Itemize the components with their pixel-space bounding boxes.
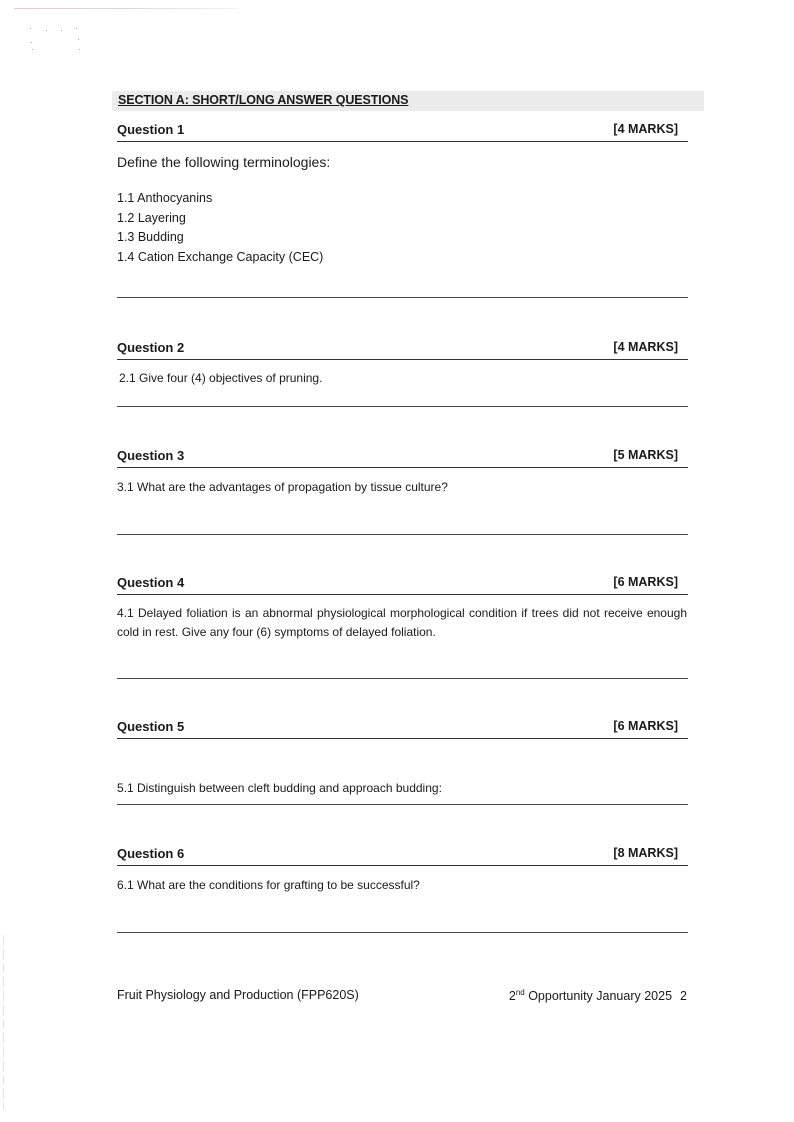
question-title: Question 1 bbox=[117, 122, 185, 137]
list-item: 1.1 Anthocyanins bbox=[117, 191, 213, 205]
question-marks: [6 MARKS] bbox=[613, 719, 678, 733]
list-item: 1.4 Cation Exchange Capacity (CEC) bbox=[117, 249, 324, 264]
question-marks: [4 MARKS] bbox=[613, 122, 678, 136]
opportunity-suffix: nd bbox=[515, 988, 525, 997]
question-4-text: 4.1 Delayed foliation is an abnormal physiological morphological condition if trees did not receive enough cold in rest. Give any four (6) symptoms of delayed foliation. bbox=[117, 606, 687, 639]
divider bbox=[117, 406, 688, 407]
scan-artifact-edge bbox=[3, 935, 4, 1110]
question-marks: [4 MARKS] bbox=[613, 340, 678, 354]
question-2-header bbox=[117, 340, 688, 360]
question-title: Question 4 bbox=[117, 575, 185, 590]
question-4-header bbox=[117, 575, 688, 595]
question-marks: [8 MARKS] bbox=[613, 846, 678, 860]
question-5-header bbox=[117, 719, 688, 739]
question-1-intro: Define the following terminologies: bbox=[117, 154, 331, 170]
opportunity-number: 2 bbox=[508, 989, 516, 1003]
question-marks: [5 MARKS] bbox=[613, 448, 678, 462]
question-1-items bbox=[117, 189, 323, 267]
list-item: 1.2 Layering bbox=[117, 210, 186, 225]
footer-course: Fruit Physiology and Production (FPP620S) bbox=[117, 988, 359, 1002]
question-marks: [6 MARKS] bbox=[613, 575, 678, 589]
question-title: Question 6 bbox=[117, 846, 185, 861]
divider bbox=[117, 297, 688, 298]
question-1-header bbox=[117, 122, 688, 142]
question-2-text: 2.1 Give four (4) objectives of pruning. bbox=[119, 371, 323, 385]
divider bbox=[117, 932, 688, 933]
question-5-text: 5.1 Distinguish between cleft budding and approach budding: bbox=[117, 781, 442, 795]
question-title: Question 2 bbox=[117, 340, 185, 355]
opportunity-text: Opportunity January 2025 bbox=[524, 989, 673, 1003]
page-number: 2 bbox=[680, 989, 687, 1003]
divider bbox=[117, 534, 688, 535]
question-title: Question 3 bbox=[117, 448, 185, 463]
section-title: SECTION A: SHORT/LONG ANSWER QUESTIONS bbox=[118, 93, 409, 107]
question-3-header bbox=[117, 448, 688, 468]
list-item: 1.3 Budding bbox=[117, 230, 184, 244]
question-6-text: 6.1 What are the conditions for grafting to be successful? bbox=[117, 878, 420, 892]
question-6-header bbox=[117, 846, 688, 866]
divider bbox=[117, 678, 688, 679]
question-3-text: 3.1 What are the advantages of propagation by tissue culture? bbox=[117, 480, 448, 494]
scan-artifact-specks bbox=[28, 26, 88, 56]
question-title: Question 5 bbox=[117, 719, 185, 734]
divider bbox=[117, 804, 688, 805]
footer-opportunity bbox=[509, 988, 687, 1003]
scan-artifact-line bbox=[14, 8, 239, 9]
